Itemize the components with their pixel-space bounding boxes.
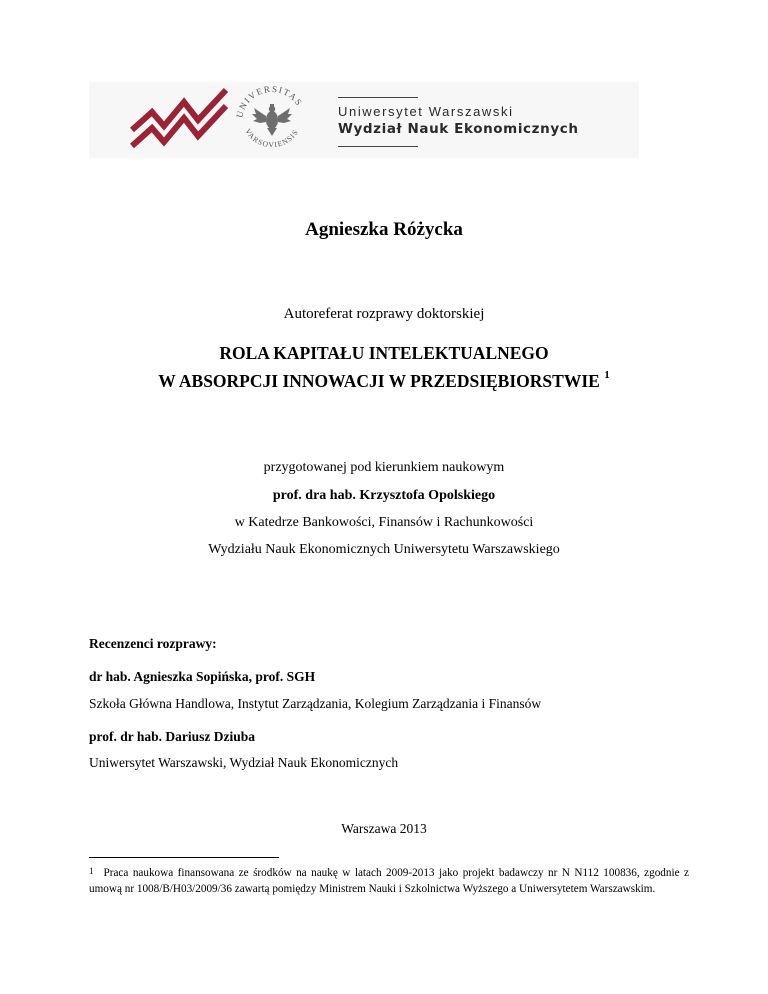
- reviewer-affiliation: Szkoła Główna Handlowa, Instytut Zarządzania, Kolegium Zarządzania i Finansów: [89, 696, 542, 711]
- footnote-rule: [89, 857, 279, 858]
- university-seal-icon: [232, 80, 312, 160]
- reviewer-name: prof. dr hab. Dariusz Dziuba: [89, 729, 256, 744]
- place-date: Warszawa 2013: [341, 821, 427, 836]
- reviewer-affiliation: Uniwersytet Warszawski, Wydział Nauk Ekonomicznych: [89, 755, 399, 770]
- dissertation-title-line-2-text: W ABSORPCJI INNOWACJI W PRZEDSIĘBIORSTWIE: [158, 371, 600, 391]
- title-footnote-marker: 1: [604, 369, 610, 381]
- header-rule-bottom: [338, 146, 418, 147]
- supervision-text: przygotowanej pod kierunkiem naukowym: [263, 460, 505, 475]
- faculty-logo-icon: [130, 86, 230, 150]
- footnote-text: Praca naukowa finansowana ze środków na naukę w latach 2009-2013 jako projekt badawczy nr N N112 100836, zgodnie z umową nr 1008/B/H03/2009/36 zawartą pomiędzy Ministrem Nauki i Szkolnictwa Wyższego a Uniwersytetem Warszawskim.: [89, 867, 689, 895]
- document-type: Autoreferat rozprawy doktorskiej: [283, 306, 485, 322]
- faculty-line: Wydziału Nauk Ekonomicznych Uniwersytetu Warszawskiego: [208, 542, 560, 557]
- university-name: Uniwersytet Warszawski: [338, 104, 514, 119]
- header-rule-top: [338, 97, 418, 98]
- footnote-marker: 1: [89, 866, 94, 876]
- reviewers-heading: Recenzenci rozprawy:: [89, 636, 217, 651]
- reviewer-name: dr hab. Agnieszka Sopińska, prof. SGH: [89, 669, 316, 684]
- seal-text-top: UNIVERSITAS: [234, 83, 305, 119]
- footnote: [89, 866, 689, 897]
- dissertation-title-line-1: ROLA KAPITAŁU INTELEKTUALNEGO: [219, 343, 549, 363]
- supervisor-name: prof. dra hab. Krzysztofa Opolskiego: [272, 488, 496, 503]
- chair-name: w Katedrze Bankowości, Finansów i Rachunkowości: [234, 515, 534, 530]
- faculty-name: Wydział Nauk Ekonomicznych: [338, 121, 579, 137]
- dissertation-title-line-2: [0, 371, 768, 392]
- seal-text-bottom: VARSOVIENSIS: [243, 126, 301, 150]
- author-name: Agnieszka Różycka: [305, 219, 463, 240]
